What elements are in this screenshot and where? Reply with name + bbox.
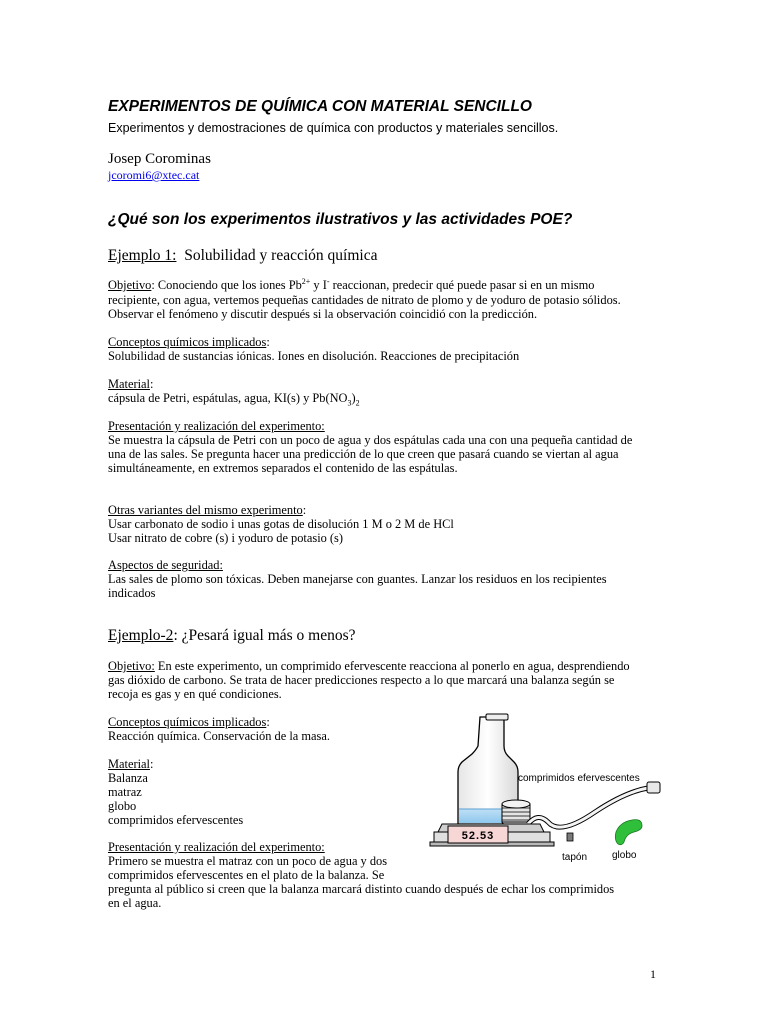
example2-concepts-text: Reacción química. Conservación de la masa. [108,729,330,743]
example2-label: Ejemplo-2 [108,627,174,644]
example2-title: : ¿Pesará igual más o menos? [173,627,356,644]
balloon-label: globo [612,850,637,861]
page-number: 1 [650,967,656,981]
example2-objective-line3: recoja es gas y en qué condiciones. [108,687,282,701]
example1-presentation-line2: una de las sales. Se pregunta hacer una predicción de lo que creen que pasará cuando se viertan al agua [108,447,619,461]
stopper-label: tapón [562,852,588,863]
example2-concepts-heading: Conceptos químicos implicados: [108,715,270,729]
example1-label: Ejemplo 1: [108,247,177,264]
example2-material-item: comprimidos efervescentes [108,813,244,827]
example2-material-heading: Material: [108,757,154,771]
stopper-icon [567,833,573,841]
example2-presentation-line4: en el agua. [108,896,162,910]
author-name: Josep Corominas [108,151,211,167]
example1-presentation-heading: Presentación y realización del experimento: [108,419,325,433]
author-email-link[interactable]: jcoromi6@xtec.cat [108,168,200,182]
document-title: EXPERIMENTOS DE QUÍMICA CON MATERIAL SENCILLO [108,98,532,115]
example1-safety-heading: Aspectos de seguridad: [108,558,223,572]
document-subtitle: Experimentos y demostraciones de química con productos y materiales sencillos. [108,121,559,135]
example1-concepts-heading: Conceptos químicos implicados: [108,335,270,349]
example1-concepts-text: Solubilidad de sustancias iónicas. Iones en disolución. Reacciones de precipitación [108,349,520,363]
example1-title: Solubilidad y reacción química [184,247,378,264]
example2-presentation-heading: Presentación y realización del experimento: [108,840,325,854]
example1-safety-line1: Las sales de plomo son tóxicas. Deben manejarse con guantes. Lanzar los residuos en los recipientes [108,572,607,586]
example2-material-item: globo [108,799,137,813]
example1-variants-line1: Usar carbonato de sodio i unas gotas de disolución 1 M o 2 M de HCl [108,517,454,531]
balloon-icon [615,820,642,845]
example1-objective-line2: recipiente, con agua, vertemos pequeñas cantidades de nitrato de plomo y de yoduro de potasio sólidos. [108,293,621,307]
example1-material-heading: Material: [108,377,154,391]
tube-icon [528,782,660,827]
example1-variants-line2: Usar nitrato de cobre (s) i yoduro de potasio (s) [108,531,344,545]
balance-experiment-figure [420,712,680,872]
example1-presentation-line1: Se muestra la cápsula de Petri con un poco de agua y dos espátulas cada una con una pequeña cantidad de [108,433,633,447]
example2-presentation-line2: comprimidos efervescentes en el plato de la balanza. Se [108,868,385,882]
objective-label: Objetivo [108,278,152,292]
example1-presentation-line3: simultáneamente, en extremos separados el contenido de las espátulas. [108,461,458,475]
example1-objective-line1: Objetivo: Conociendo que los iones $Pb^{2+}$ y I- reaccionan, predecir qué puede pasar si en un mismo [108,276,595,292]
example1-material-text: cápsula de Petri, espátulas, agua, KI(s) y $Pb(NO_3)_2$ [108,391,360,408]
section-title: ¿Qué son los experimentos ilustrativos y las actividades POE? [108,211,573,228]
effervescent-tablets-icon [502,800,530,826]
example2-presentation-line3: pregunta al público si creen que la balanza marcará distinto cuando después de echar los comprimidos [108,882,615,896]
example2-objective-line1: Objetivo: En este experimento, un comprimido efervescente reacciona al ponerlo en agua, desprendiendo [108,659,630,673]
example1-safety-line2: indicados [108,586,156,600]
example1-variants-heading: Otras variantes del mismo experimento: [108,503,307,517]
balance-display-value: 52.53 [461,830,495,842]
example2-objective-line2: gas dióxido de carbono. Se trata de hacer predicciones respecto a lo que marcará una balanza según se [108,673,615,687]
example2-presentation-line1: Primero se muestra el matraz con un poco de agua y dos [108,854,388,868]
example1-objective-line3: Observar el fenómeno y discutir después si la observación coincidió con la predicción. [108,307,538,321]
example1-heading [108,247,377,265]
example2-material-item: Balanza [108,771,148,785]
example2-material-item: matraz [108,785,142,799]
example2-heading [108,627,356,645]
tablets-label: comprimidos efervescentes [518,773,640,784]
